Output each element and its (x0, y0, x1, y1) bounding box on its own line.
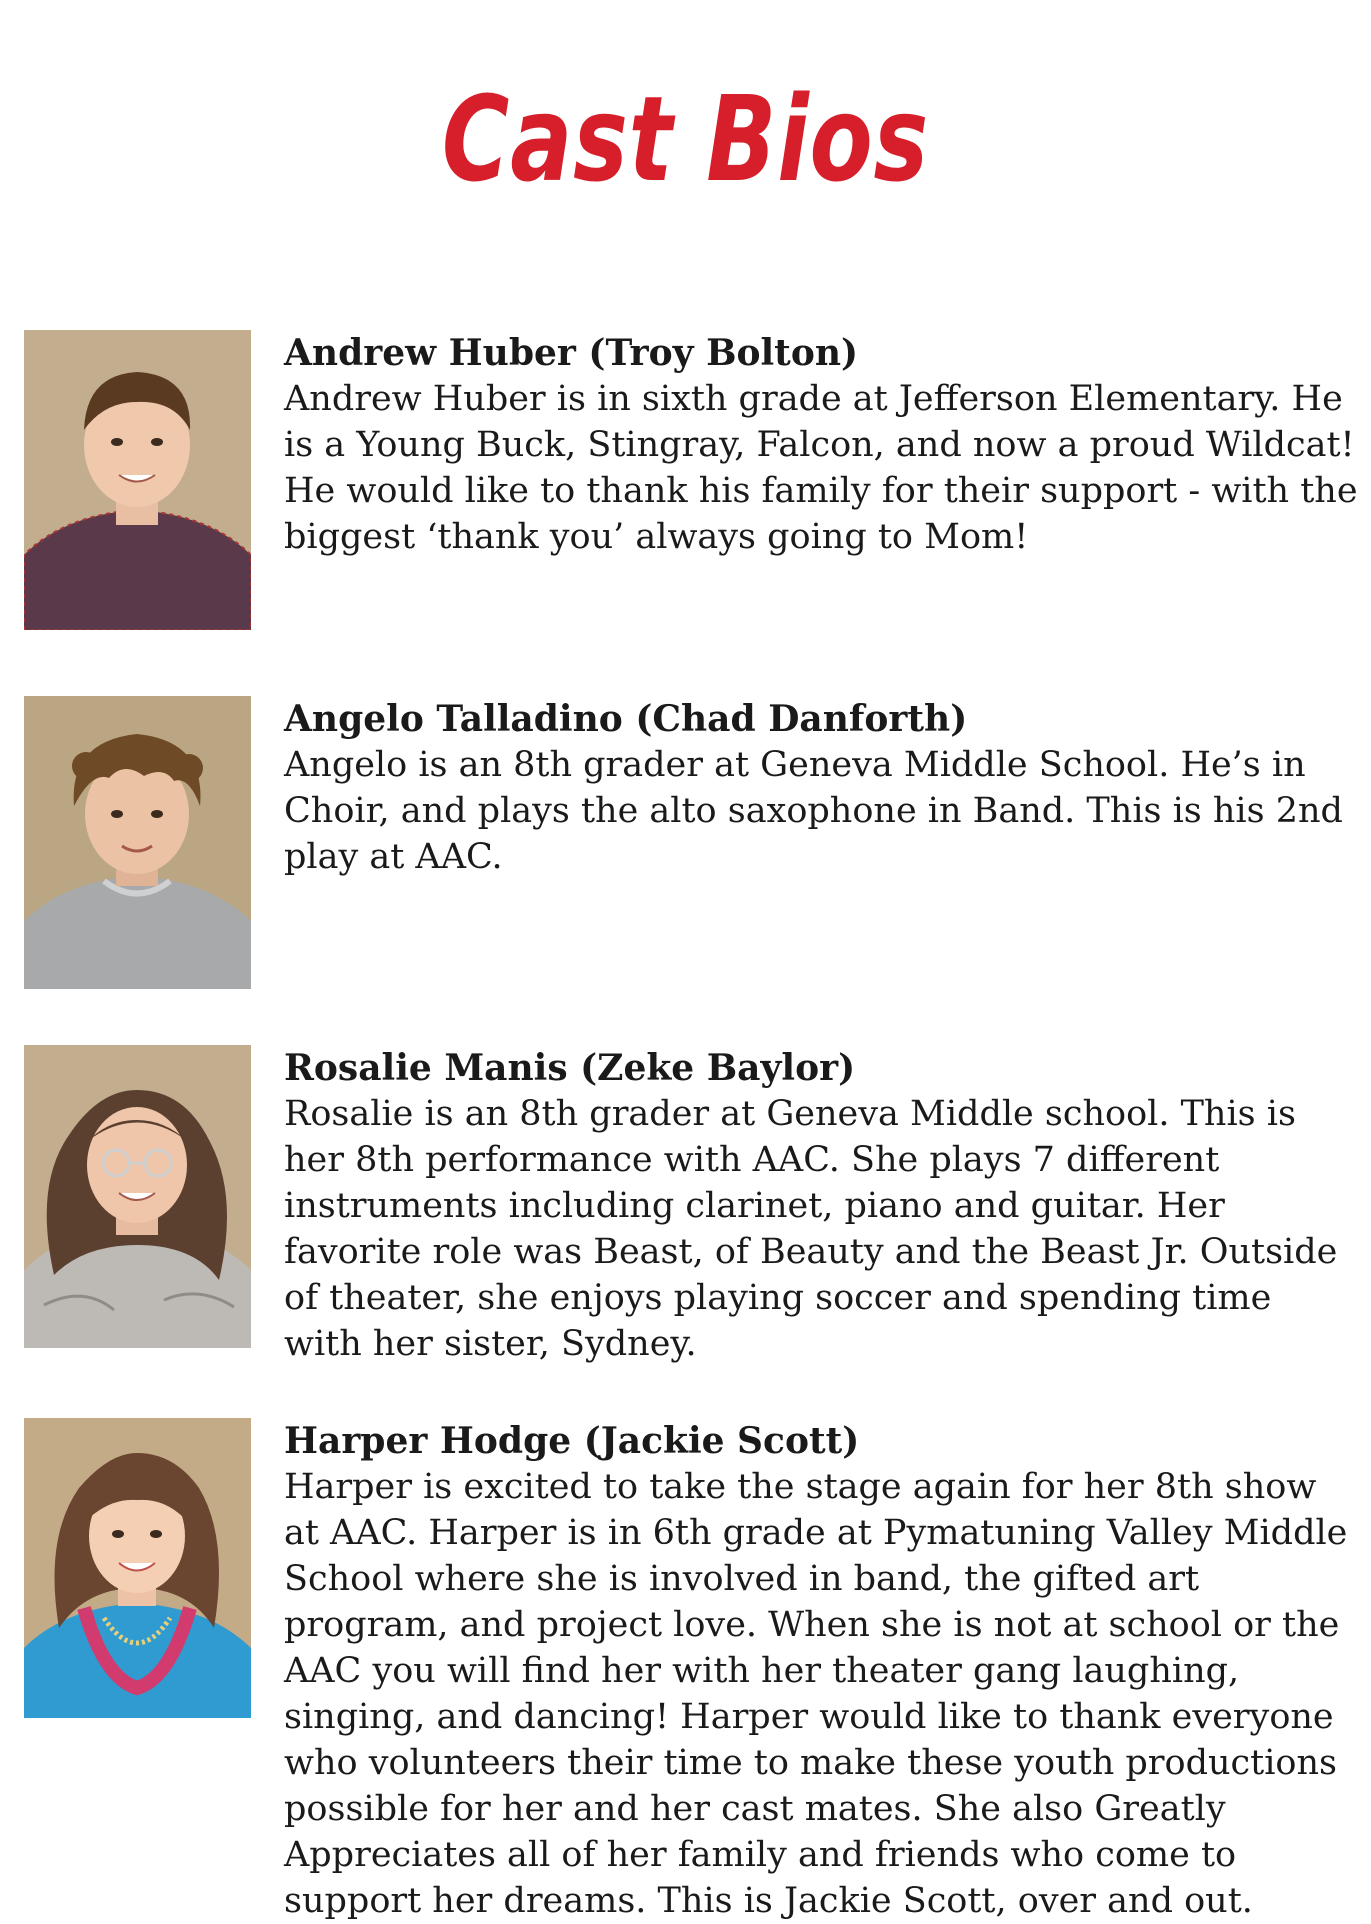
cast-member-bio: Rosalie is an 8th grader at Geneva Middle school. This is her 8th performance with AAC. She plays 7 different instruments including clarinet, piano and guitar. Her favorite role was Beast, of Beauty and the Beast Jr. Outside of theater, she enjoys playing soccer and spending time with her sister, Sydney. (284, 1094, 1338, 1364)
headshot-photo (24, 1418, 251, 1718)
headshot-photo (24, 1045, 251, 1348)
cast-member-bio: Harper is excited to take the stage again for her 8th show at AAC. Harper is in 6th grade at Pymatuning Valley Middle School where she is involved in band, the gifted art program, and project love. When she is not at school or the AAC you will find her with her theater gang laughing, singing, and dancing! Harper would like to thank everyone who volunteers their time to make these youth productions possible for her and her cast mates. She also Greatly Appreciates all of her family and friends who come to support her dreams. This is Jackie Scott, over and out. (284, 1467, 1348, 1921)
headshot-photo (24, 696, 251, 989)
page-title: Cast Bios (441, 70, 930, 208)
cast-member-name: Harper Hodge (Jackie Scott) (284, 1420, 860, 1462)
cast-member-name: Angelo Talladino (Chad Danforth) (284, 698, 968, 740)
cast-member-name: Rosalie Manis (Zeke Baylor) (284, 1047, 856, 1089)
cast-member-bio: Angelo is an 8th grader at Geneva Middle School. He’s in Choir, and plays the alto saxophone in Band. This is his 2nd play at AAC. (284, 745, 1343, 877)
headshot-photo (24, 330, 251, 630)
cast-member-name: Andrew Huber (Troy Bolton) (284, 332, 859, 374)
cast-member-bio: Andrew Huber is in sixth grade at Jefferson Elementary. He is a Young Buck, Stingray, Falcon, and now a proud Wildcat! He would like to thank his family for their support - with the biggest ‘thank you’ always going to Mom! (284, 379, 1358, 557)
